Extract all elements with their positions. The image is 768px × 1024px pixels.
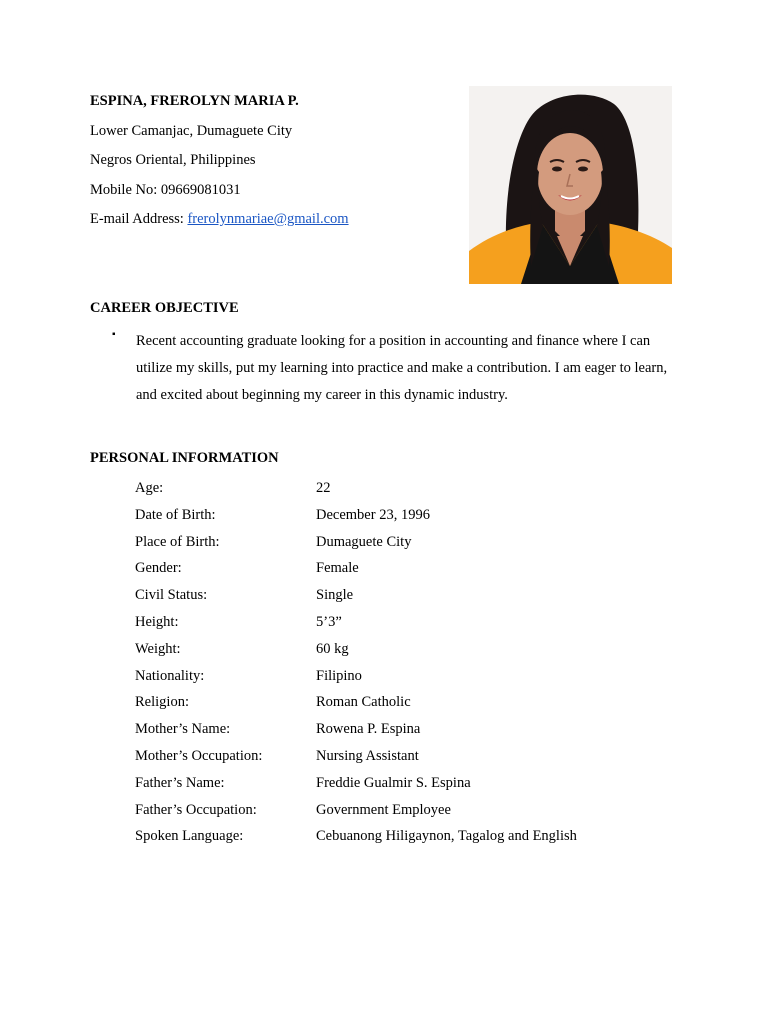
info-row xyxy=(135,612,695,639)
info-value: Freddie Gualmir S. Espina xyxy=(316,774,471,791)
square-bullet-icon: ▪ xyxy=(112,329,116,340)
info-label: Mother’s Name: xyxy=(135,721,231,738)
info-row xyxy=(135,692,695,719)
info-row xyxy=(135,826,695,853)
career-objective-text: Recent accounting graduate looking for a position in accounting and finance where I can utilize my skills, put my learning into practice and make a contribution. I am eager to learn, and excited about beginning my career in this dynamic industry. xyxy=(136,333,668,403)
info-label: Religion: xyxy=(135,694,189,711)
info-label: Gender: xyxy=(135,560,182,577)
portrait-illustration xyxy=(469,86,672,284)
email-line xyxy=(90,208,450,238)
info-label: Mother’s Occupation: xyxy=(135,747,263,764)
info-value: December 23, 1996 xyxy=(316,506,430,523)
info-label: Date of Birth: xyxy=(135,506,216,523)
info-value: Single xyxy=(316,587,354,604)
info-label: Nationality: xyxy=(135,667,205,684)
portrait-photo xyxy=(469,86,672,284)
contact-header xyxy=(90,90,450,238)
info-value: Nursing Assistant xyxy=(316,747,419,764)
info-value: Roman Catholic xyxy=(316,694,411,711)
info-label: Father’s Occupation: xyxy=(135,801,257,818)
info-row xyxy=(135,585,695,612)
info-value: 5’3” xyxy=(316,613,342,630)
info-value: 22 xyxy=(316,480,331,496)
career-objective-heading: CAREER OBJECTIVE xyxy=(90,300,239,316)
info-label: Height: xyxy=(135,613,179,630)
info-value: Filipino xyxy=(316,667,362,684)
info-row xyxy=(135,746,695,773)
info-label: Spoken Language: xyxy=(135,828,244,845)
info-value: Dumaguete City xyxy=(316,533,412,550)
email-label: E-mail Address: xyxy=(90,211,188,227)
info-row xyxy=(135,639,695,666)
info-label: Father’s Name: xyxy=(135,774,225,791)
career-objective-bullet xyxy=(112,328,682,409)
address-line-2: Negros Oriental, Philippines xyxy=(90,152,256,168)
info-row xyxy=(135,800,695,827)
applicant-name: ESPINA, FREROLYN MARIA P. xyxy=(90,93,299,109)
personal-information-table xyxy=(135,478,695,853)
info-value: Female xyxy=(316,560,359,577)
email-link[interactable]: frerolynmariae@gmail.com xyxy=(187,211,349,227)
info-value: Cebuanong Hiligaynon, Tagalog and English xyxy=(316,828,577,845)
mobile-number: Mobile No: 09669081031 xyxy=(90,181,241,198)
info-row xyxy=(135,532,695,559)
info-row xyxy=(135,666,695,693)
info-label: Age: xyxy=(135,480,164,496)
address-line-1: Lower Camanjac, Dumaguete City xyxy=(90,122,293,139)
info-row xyxy=(135,773,695,800)
info-value: Rowena P. Espina xyxy=(316,721,421,738)
info-label: Place of Birth: xyxy=(135,533,220,550)
info-row xyxy=(135,558,695,585)
info-value: Government Employee xyxy=(316,801,451,818)
info-row xyxy=(135,478,695,505)
info-row xyxy=(135,505,695,532)
info-label: Civil Status: xyxy=(135,587,208,604)
info-label: Weight: xyxy=(135,640,181,657)
info-value: 60 kg xyxy=(316,640,349,657)
personal-information-heading: PERSONAL INFORMATION xyxy=(90,450,279,466)
info-row xyxy=(135,719,695,746)
